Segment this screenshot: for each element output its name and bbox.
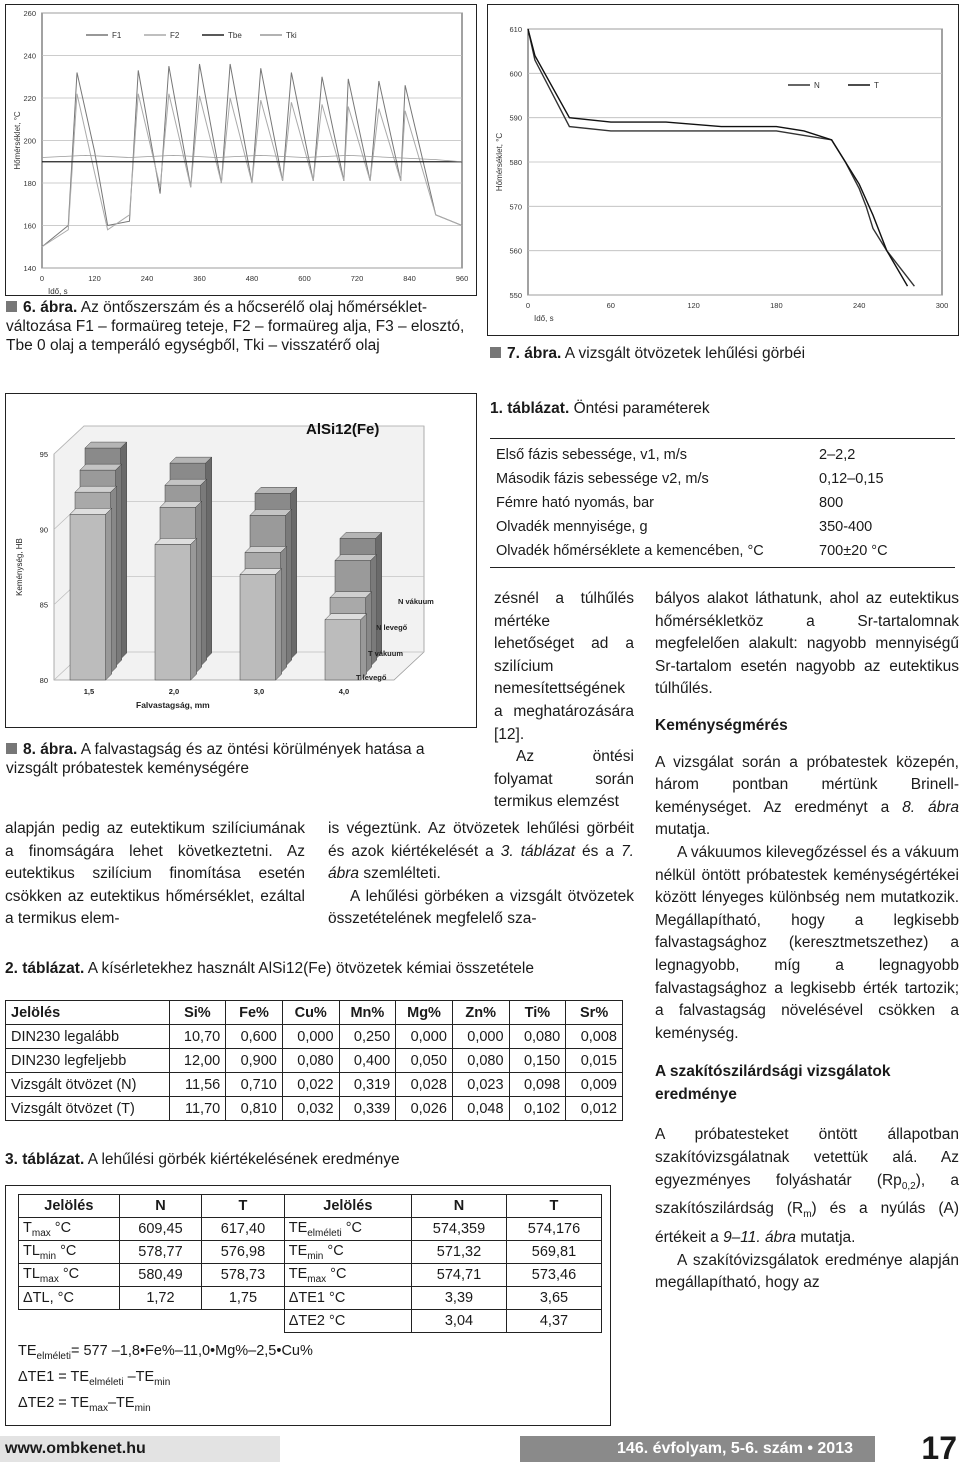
- x-tick-label: 480: [245, 274, 259, 283]
- paragraph: A szakítóvizsgálatok eredménye alapján megállapítható, hogy az: [655, 1251, 959, 1292]
- series-label: N levegő: [376, 623, 408, 632]
- bar-top: [325, 614, 367, 620]
- table-cell: 0,250: [339, 1025, 396, 1049]
- table-cell: 609,45: [119, 1218, 202, 1241]
- table-cell: DIN230 legalább: [6, 1025, 170, 1049]
- table-header-cell: Zn%: [452, 1001, 509, 1025]
- y-tick-label: 570: [509, 202, 522, 212]
- table-cell: 0,022: [282, 1073, 339, 1097]
- x-tick-label: 240: [852, 301, 866, 310]
- chart-title: AlSi12(Fe): [306, 421, 380, 438]
- table-header-cell: Jelölés: [6, 1001, 170, 1025]
- table-row: [19, 1241, 602, 1264]
- table-cell: Olvadék mennyisége, g: [496, 519, 648, 535]
- table-3-caption-number: 3. táblázat.: [5, 1151, 85, 1168]
- x-tick-label: 120: [687, 301, 700, 310]
- reference-link[interactable]: 8. ábra: [902, 798, 959, 816]
- table-3-caption: [5, 1151, 635, 1173]
- y-axis-label: Hőmérséklet, °C: [495, 132, 504, 192]
- x-tick-label: 240: [140, 274, 154, 283]
- caption-bullet-icon: [6, 743, 17, 754]
- legend-label: F1: [112, 31, 122, 40]
- table-cell: 0,080: [282, 1049, 339, 1073]
- figure-6-frame: [5, 4, 477, 296]
- table-1-caption-number: 1. táblázat.: [490, 400, 570, 417]
- table-cell: 12,00: [169, 1049, 226, 1073]
- y-tick-label: 560: [509, 246, 522, 256]
- table-2-caption: [5, 960, 635, 982]
- paragraph: alapján pedig az eutektikum szilíciumának a finomságára lehet következtetni. Az eutektikus szilícium finomítása esetén csökken az eutektikus hőmérséklet, ezáltal a termikus elem-: [5, 820, 305, 928]
- y-tick-label: 140: [23, 264, 36, 273]
- table-cell: DIN230 legfeljebb: [6, 1049, 170, 1073]
- table-header-cell: N: [119, 1195, 202, 1218]
- table-1-caption-text: Öntési paraméterek: [573, 400, 710, 417]
- table-cell: Vizsgált ötvözet (T): [6, 1097, 170, 1121]
- table-cell: 0,098: [509, 1073, 566, 1097]
- table-cell: 0,012: [566, 1097, 623, 1121]
- x-tick-label: 1,5: [83, 687, 95, 696]
- y-axis-label: Keménység, HB: [15, 538, 24, 596]
- y-tick-label: 600: [509, 69, 522, 79]
- bar-top: [160, 501, 202, 507]
- table-cell: 0,032: [282, 1097, 339, 1121]
- table-header-cell: Si%: [169, 1001, 226, 1025]
- paragraph: A próbatesteket öntött állapotban szakítóvizsgálatnak vetettük alá. Az egyezményes folyáshatár $(Rp_{0,2})$, a szakítószilárdság $(R_m)$ és a nyúlás (A) értékeit a 9–11. ábra mutatja.: [655, 1126, 959, 1247]
- table-header-cell: Mn%: [339, 1001, 396, 1025]
- figure-8-caption-number: 8. ábra.: [23, 741, 78, 758]
- table-row: [490, 467, 955, 491]
- text-column-3: [655, 588, 959, 1295]
- bar-top: [85, 442, 127, 448]
- table-cell: $TE_{min}$ °C: [284, 1241, 411, 1264]
- table-cell: 576,98: [202, 1241, 285, 1264]
- table-cell: 0,008: [566, 1025, 623, 1049]
- table-header-cell: Fe%: [226, 1001, 283, 1025]
- table-header-row: [6, 1001, 623, 1025]
- table-row: [19, 1218, 602, 1241]
- bar-top: [170, 457, 212, 463]
- table-cell: 578,77: [119, 1241, 202, 1264]
- table-row: [6, 1049, 623, 1073]
- x-tick-label: 0: [39, 274, 45, 283]
- paragraph: A vizsgálat során a próbatestek közepén, három pontban mértünk Brinell-keménységet. Az eredményt a 8. ábra mutatja.: [655, 753, 959, 839]
- legend-label: N: [814, 81, 820, 90]
- y-tick-label: 90: [39, 525, 48, 535]
- table-cell: $T_{max}$ °C: [19, 1218, 120, 1241]
- table-row: [6, 1073, 623, 1097]
- x-tick-label: 960: [455, 274, 469, 283]
- x-tick-label: 840: [403, 274, 416, 283]
- series-label: T levegő: [356, 673, 387, 682]
- y-tick-label: 260: [23, 9, 36, 18]
- figure-8-chart: [6, 394, 476, 727]
- y-tick-label: 220: [23, 94, 36, 103]
- table-cell: 1,75: [202, 1287, 285, 1310]
- x-tick-label: 0: [525, 301, 531, 310]
- table-3-block: [5, 1151, 635, 1426]
- table-cell: 0,339: [339, 1097, 396, 1121]
- table-cell: 580,49: [119, 1264, 202, 1287]
- table-2: [5, 1000, 623, 1121]
- table-row: [19, 1264, 602, 1287]
- x-axis-label: Idő, s: [48, 287, 68, 295]
- x-tick-label: 4,0: [338, 687, 350, 696]
- table-cell: 617,40: [202, 1218, 285, 1241]
- y-tick-label: 200: [23, 136, 36, 146]
- table-cell: ΔTE2 °C: [284, 1310, 411, 1333]
- table-row: [490, 539, 955, 563]
- table-header-cell: T: [202, 1195, 285, 1218]
- y-tick-label: 95: [39, 450, 48, 459]
- table-cell: Fémre ható nyomás, bar: [496, 495, 654, 511]
- paragraph: zésnél a túlhűlés mértéke lehetőséget ad a szilícium nemesítettségének a meghatározására [12].: [494, 590, 634, 743]
- y-tick-label: 550: [509, 291, 522, 300]
- reference-link[interactable]: 3. táblázat: [500, 842, 576, 860]
- table-cell: 0,023: [452, 1073, 509, 1097]
- table-cell: 0,028: [396, 1073, 453, 1097]
- y-tick-label: 590: [509, 113, 522, 123]
- legend-label: Tbe: [228, 31, 242, 40]
- table-3-frame: [5, 1185, 611, 1426]
- legend-label: T: [874, 81, 879, 90]
- table-row: [490, 491, 955, 515]
- figure-7-chart: [488, 5, 958, 335]
- y-tick-label: 80: [39, 676, 48, 685]
- table-cell: 800: [819, 495, 844, 511]
- y-tick-label: 85: [39, 600, 48, 610]
- x-tick-label: 720: [350, 274, 364, 283]
- bar-side: [191, 538, 197, 680]
- bar-top: [335, 555, 377, 561]
- figure-8-caption: [6, 740, 476, 778]
- bar-top: [80, 464, 122, 470]
- formula-1: $TE_{elméleti}= 577$ –1,8•Fe%–11,0•Mg%–2,5•Cu%: [18, 1343, 313, 1362]
- table-header-cell: Ti%: [509, 1001, 566, 1025]
- table-cell: 0,050: [396, 1049, 453, 1073]
- y-axis-label: Hőmérséklet, °C: [13, 111, 22, 170]
- table-cell: 0,600: [226, 1025, 283, 1049]
- figure-6-caption-text: Az öntőszerszám és a hőcserélő olaj hőmérséklet-változása F1 – formaüreg teteje, F2 – formaüreg alja, F3 – elosztó, Tbe 0 olaj a temperáló egységből, Tki – visszatérő olaj: [6, 299, 465, 354]
- table-cell: 3,65: [506, 1287, 601, 1310]
- table-cell: $TL_{min}$ °C: [19, 1241, 120, 1264]
- table-cell: 574,359: [412, 1218, 507, 1241]
- footer-issue: 146. évfolyam, 5-6. szám • 2013: [520, 1436, 875, 1462]
- bar-top: [165, 479, 207, 485]
- table-cell: 11,56: [169, 1073, 226, 1097]
- x-axis-label: Falvastagság, mm: [136, 700, 210, 710]
- y-tick-label: 580: [509, 158, 522, 167]
- table-cell: 571,32: [412, 1241, 507, 1264]
- table-cell: 0,150: [509, 1049, 566, 1073]
- table-cell: Első fázis sebessége, v1, m/s: [496, 447, 687, 463]
- y-tick-label: 160: [23, 221, 36, 231]
- table-cell: 4,37: [506, 1310, 601, 1333]
- table-header-cell: T: [506, 1195, 601, 1218]
- legend-label: F2: [170, 31, 180, 40]
- section-heading: A szakítószilárdsági vizsgálatok eredménye: [655, 1063, 891, 1103]
- bar: [70, 514, 106, 680]
- bar-top: [155, 538, 197, 544]
- table-header-cell: Jelölés: [19, 1195, 120, 1218]
- table-2-caption-number: 2. táblázat.: [5, 960, 85, 977]
- table-cell: 350-400: [819, 519, 873, 535]
- bar-top: [75, 486, 117, 492]
- figure-6-chart: [6, 5, 476, 295]
- table-cell: Olvadék hőmérséklete a kemencében, °C: [496, 543, 764, 559]
- x-tick-label: 360: [193, 274, 206, 283]
- table-header-row: [19, 1195, 602, 1218]
- bar-side: [361, 614, 367, 680]
- table-header-cell: Jelölés: [284, 1195, 411, 1218]
- table-cell: $TL_{max}$ °C: [19, 1264, 120, 1287]
- series-label: T vákuum: [368, 649, 404, 658]
- table-cell: 0,102: [509, 1097, 566, 1121]
- table-row: [19, 1287, 602, 1310]
- bar-top: [245, 546, 287, 552]
- figure-8-frame: [5, 393, 477, 728]
- formula-2: $\Delta TE1 = TE_{elméleti}$ $-TE_{min}$: [18, 1368, 171, 1388]
- table-cell: 0,319: [339, 1073, 396, 1097]
- text-column-2-top: [494, 588, 634, 814]
- table-header-cell: N: [412, 1195, 507, 1218]
- table-cell: 0,900: [226, 1049, 283, 1073]
- table-cell: Vizsgált ötvözet (N): [6, 1073, 170, 1097]
- table-2-caption-text: A kísérletekhez használt AlSi12(Fe) ötvözetek kémiai összetétele: [87, 960, 534, 977]
- table-cell: 3,39: [412, 1287, 507, 1310]
- table-cell: 573,46: [506, 1264, 601, 1287]
- table-cell: 0,000: [282, 1025, 339, 1049]
- reference-link[interactable]: 7. ábra: [328, 842, 634, 883]
- table-cell: [119, 1310, 202, 1333]
- table-cell: 574,71: [412, 1264, 507, 1287]
- bar: [155, 544, 191, 680]
- bar-top: [255, 487, 297, 493]
- table-cell: 569,81: [506, 1241, 601, 1264]
- table-cell: $TE_{elméleti}$ °C: [284, 1218, 411, 1241]
- page-number: 17: [921, 1430, 957, 1466]
- table-cell: 0,810: [226, 1097, 283, 1121]
- bar-side: [276, 569, 282, 680]
- formula-3: $\Delta TE2 = TE_{max}-TE_{min}$: [18, 1394, 151, 1414]
- paragraph: bályos alakot láthatunk, ahol az eutektikus hőmérsékletköz a Sr-tartalomnak megfelelően alakult: nagyobb mennyiségű Sr-tartalom esetén nagyobb az eutektikus túlhűlés.: [655, 590, 959, 698]
- table-cell: 1,72: [119, 1287, 202, 1310]
- figure-8-caption-text: A falvastagság és az öntési körülmények hatása a vizsgált próbatestek keménységére: [6, 741, 425, 777]
- text-column-2-bottom: [328, 818, 634, 931]
- y-tick-label: 610: [509, 25, 522, 34]
- paragraph: Az öntési folyamat során termikus elemzést: [494, 748, 634, 811]
- caption-bullet-icon: [6, 301, 17, 312]
- table-cell: 700±20 °C: [819, 543, 888, 559]
- table-cell: [19, 1310, 120, 1333]
- table-cell: ΔTL, °C: [19, 1287, 120, 1310]
- table-header-cell: Cu%: [282, 1001, 339, 1025]
- caption-bullet-icon: [490, 347, 501, 358]
- table-cell: 0,015: [566, 1049, 623, 1073]
- figure-7-caption: [490, 344, 960, 363]
- table-cell: 0,080: [452, 1049, 509, 1073]
- table-row: [6, 1097, 623, 1121]
- table-cell: 3,04: [412, 1310, 507, 1333]
- table-cell: $TE_{max}$ °C: [284, 1264, 411, 1287]
- x-tick-label: 2,0: [168, 687, 180, 696]
- bar: [240, 575, 276, 680]
- table-cell: 0,009: [566, 1073, 623, 1097]
- bar-top: [240, 569, 282, 575]
- figure-6-caption-number: 6. ábra.: [23, 299, 78, 316]
- table-row: [6, 1025, 623, 1049]
- x-tick-label: 120: [88, 274, 101, 283]
- table-cell: 0,710: [226, 1073, 283, 1097]
- table-row: [490, 443, 955, 467]
- figure-7-frame: [487, 4, 959, 336]
- table-cell: Második fázis sebessége v2, m/s: [496, 471, 709, 487]
- x-tick-label: 300: [935, 301, 949, 310]
- paragraph: A vákuumos kilevegőzéssel és a vákuum nélkül öntött próbatestek keménységértékei között lényeges különbség nem mutatkozik. Megállapítható, hogy a legkisebb falvastagsághoz (keresztmetszethez) a legnagyobb, míg a legnagyobb falvastagsághoz a legkisebb érték tartozik; a falvastagság növelésével csökken a keménység.: [655, 843, 959, 1042]
- bar-side: [106, 508, 112, 680]
- x-tick-label: 60: [606, 301, 615, 310]
- paragraph: is végeztünk. Az ötvözetek lehűlési görbéit és azok kiértékelését a 3. táblázat és a 7. ábra szemlélteti.: [328, 820, 634, 883]
- table-cell: 0,080: [509, 1025, 566, 1049]
- series-label: N vákuum: [398, 597, 434, 606]
- table-header-cell: Sr%: [566, 1001, 623, 1025]
- x-axis-label: Idő, s: [534, 314, 554, 323]
- table-cell: 11,70: [169, 1097, 226, 1121]
- table-1-caption: [490, 400, 955, 424]
- figure-7-caption-number: 7. ábra.: [507, 345, 562, 362]
- x-tick-label: 180: [770, 301, 783, 310]
- y-tick-label: 180: [23, 179, 36, 188]
- bar-top: [250, 509, 292, 515]
- footer-url[interactable]: www.ombkenet.hu: [0, 1436, 280, 1462]
- bar: [325, 620, 361, 680]
- x-tick-label: 600: [298, 274, 311, 283]
- table-cell: 578,73: [202, 1264, 285, 1287]
- table-row: [490, 515, 955, 539]
- reference-link[interactable]: 9–11. ábra: [723, 1229, 797, 1247]
- figure-6-caption: [6, 298, 476, 355]
- table-cell: 0,12–0,15: [819, 471, 884, 487]
- legend-label: Tki: [286, 31, 297, 40]
- table-cell: 0,026: [396, 1097, 453, 1121]
- table-cell: ΔTE1 °C: [284, 1287, 411, 1310]
- table-cell: 10,70: [169, 1025, 226, 1049]
- bar-top: [340, 532, 382, 538]
- table-cell: 0,000: [452, 1025, 509, 1049]
- table-cell: 0,000: [396, 1025, 453, 1049]
- bar-top: [70, 508, 112, 514]
- table-cell: 0,048: [452, 1097, 509, 1121]
- text-column-1: [5, 818, 305, 931]
- table-row: [19, 1310, 602, 1333]
- table-cell: 0,400: [339, 1049, 396, 1073]
- table-header-cell: Mg%: [396, 1001, 453, 1025]
- table-cell: 2–2,2: [819, 447, 856, 463]
- y-tick-label: 240: [23, 51, 36, 61]
- x-tick-label: 3,0: [253, 687, 265, 696]
- table-3-caption-text: A lehűlési görbék kiértékelésének eredménye: [87, 1151, 400, 1168]
- table-1: [490, 443, 955, 563]
- bar-top: [330, 592, 372, 598]
- section-heading: Keménységmérés: [655, 716, 788, 734]
- table-2-block: [5, 960, 635, 1121]
- table-cell: [202, 1310, 285, 1333]
- table-3: [18, 1194, 602, 1333]
- table-cell: 574,176: [506, 1218, 601, 1241]
- table-1-block: [490, 400, 955, 568]
- figure-7-caption-text: A vizsgált ötvözetek lehűlési görbéi: [564, 345, 806, 362]
- paragraph: A lehűlési görbéken a vizsgált ötvözetek összetételének megfelelő sza-: [328, 887, 634, 928]
